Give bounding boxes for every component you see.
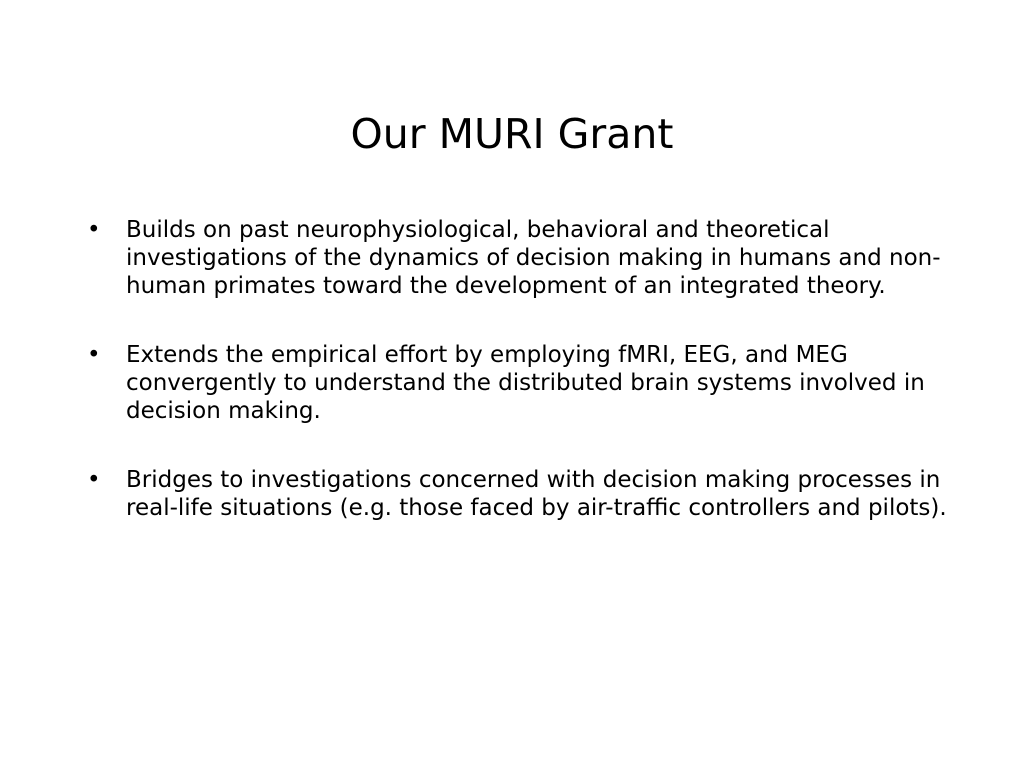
bullet-marker: • — [87, 217, 101, 243]
slide-title: Our MURI Grant — [350, 110, 674, 158]
bullet-text: Bridges to investigations concerned with decision making processes in real-life situations (e.g. those faced by air-traffic controllers and pilots). — [126, 467, 947, 521]
bullet-item — [87, 341, 967, 425]
bullet-list — [87, 216, 967, 563]
bullet-item — [87, 466, 967, 522]
bullet-marker: • — [87, 342, 101, 368]
bullet-item — [87, 216, 967, 300]
bullet-text: Builds on past neurophysiological, behavioral and theoretical investigations of the dynamics of decision making in humans and non-human primates toward the development of an integrated theory. — [126, 217, 941, 299]
bullet-text: Extends the empirical effort by employing fMRI, EEG, and MEG convergently to understand the distributed brain systems involved in decision making. — [126, 342, 925, 424]
bullet-marker: • — [87, 467, 101, 493]
